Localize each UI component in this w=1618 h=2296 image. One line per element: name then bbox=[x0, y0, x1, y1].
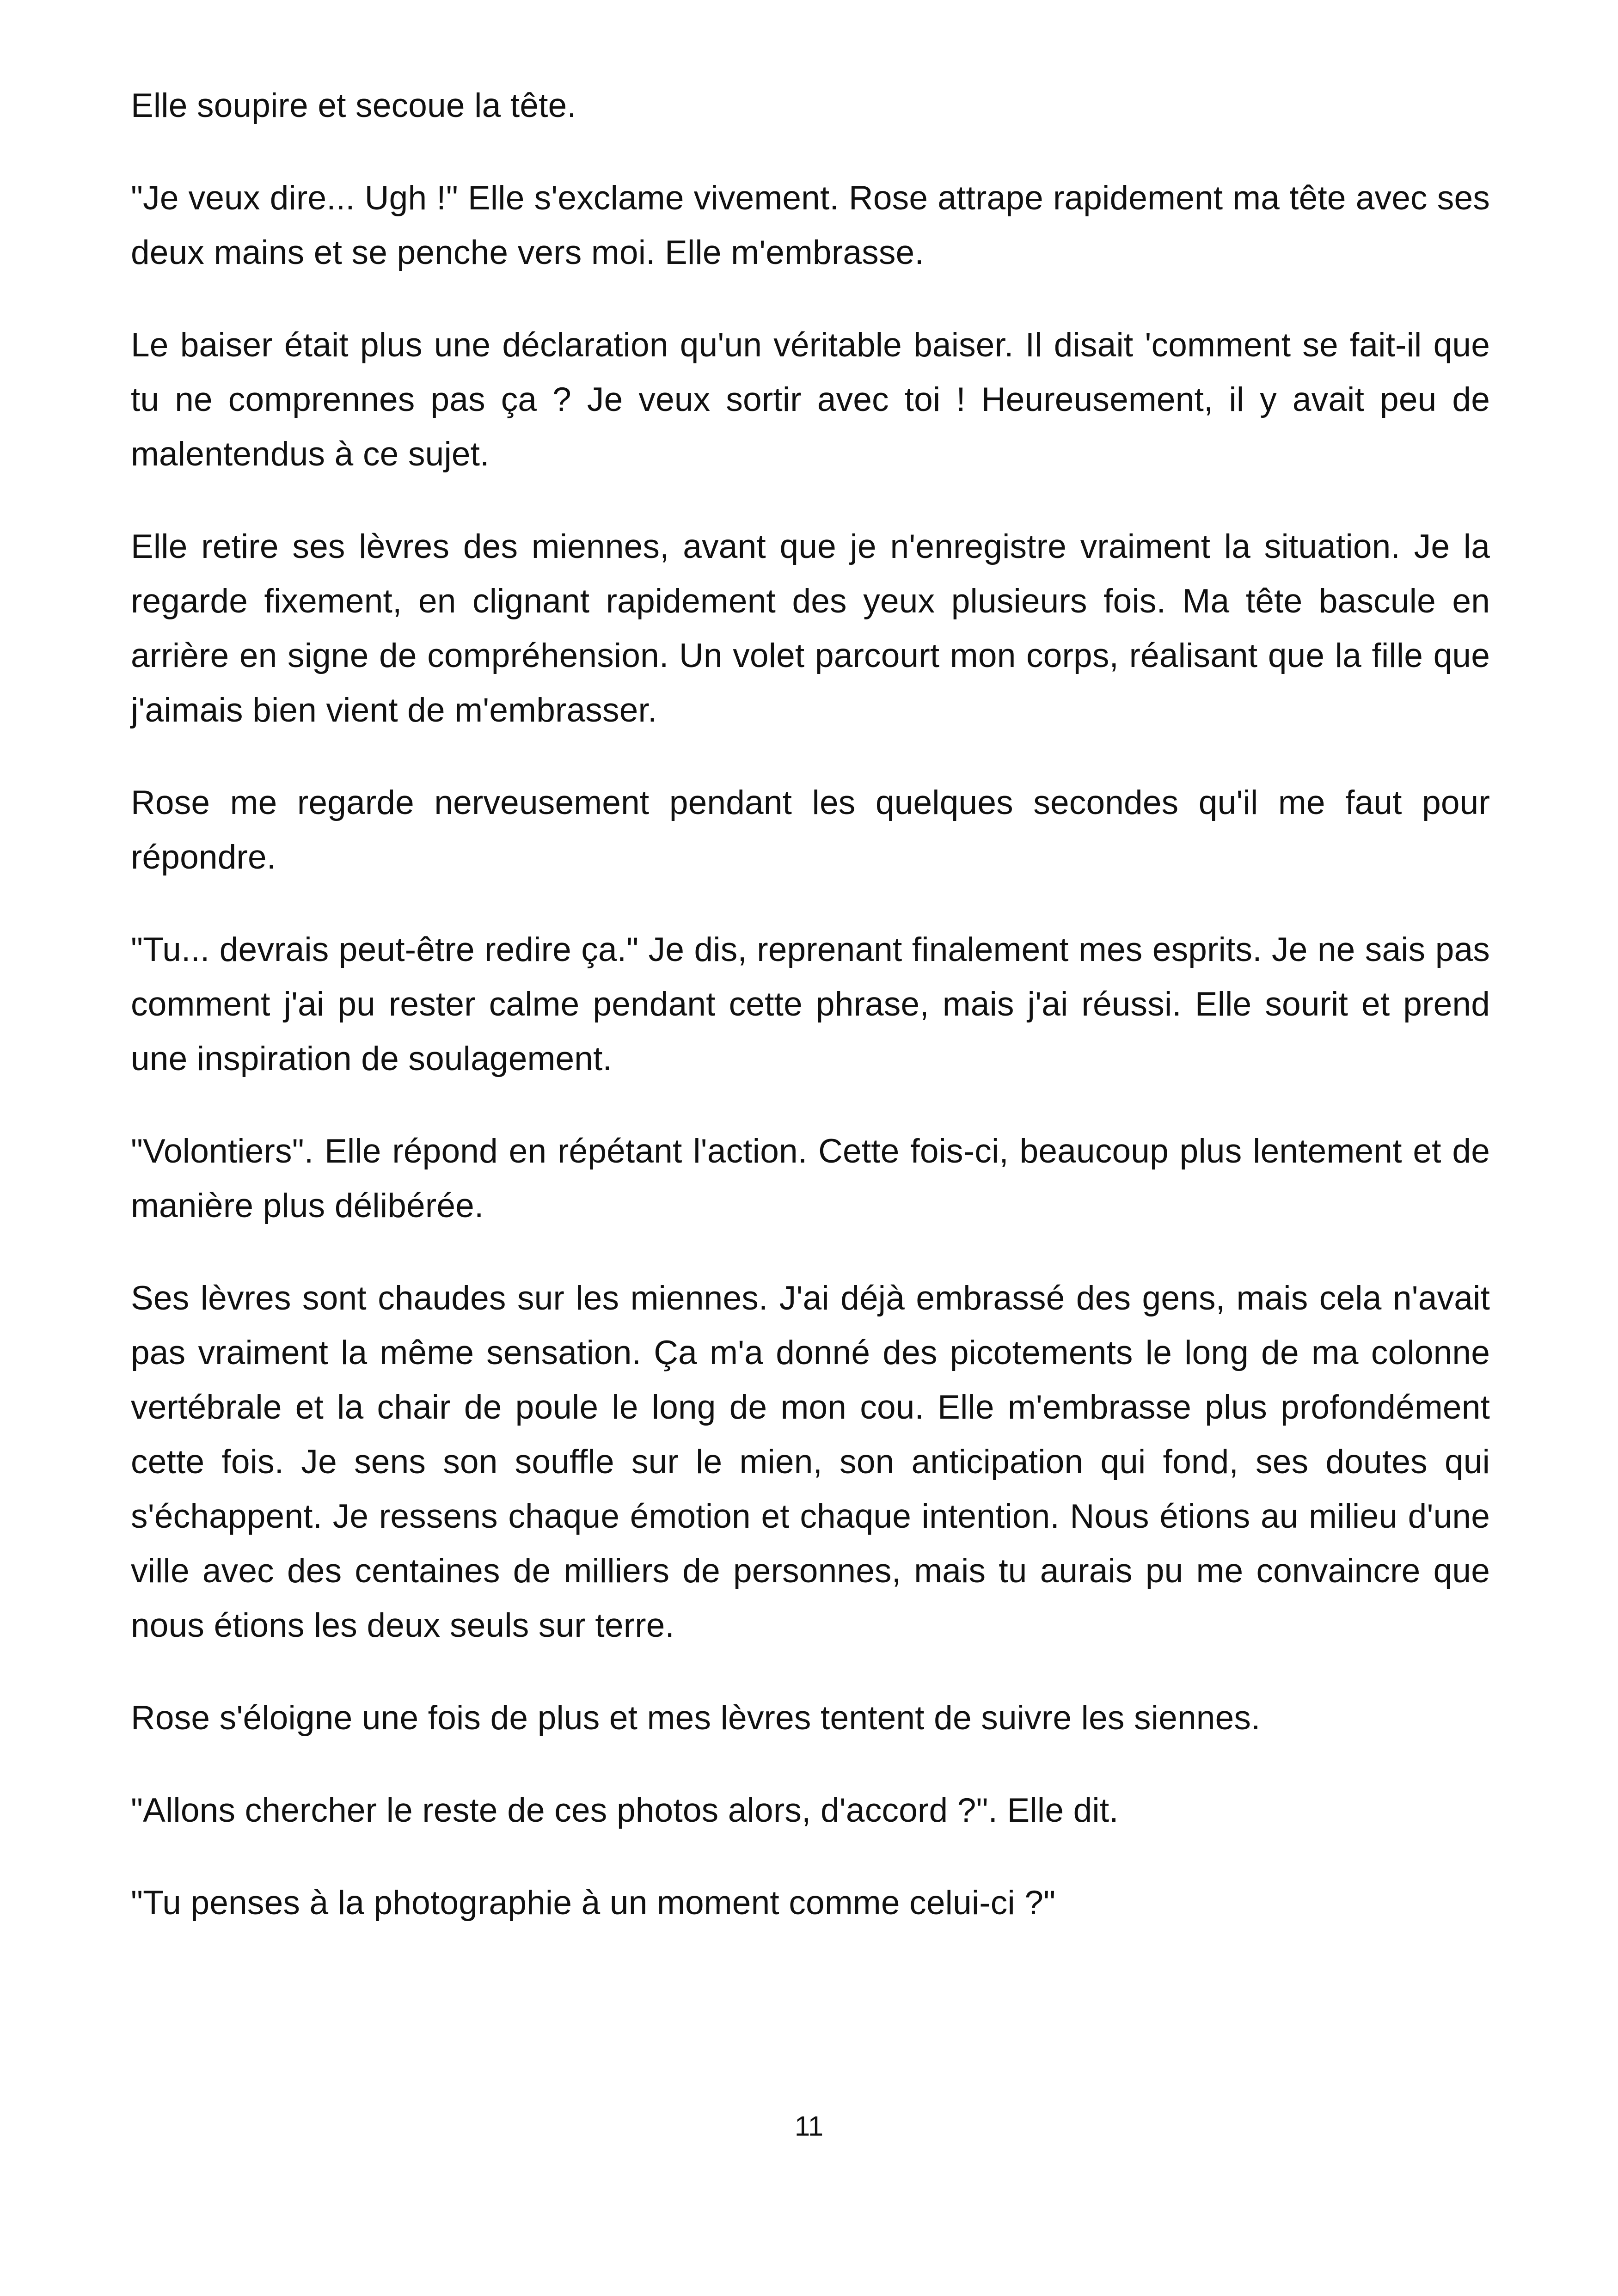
paragraph: "Tu penses à la photographie à un moment comme celui-ci ?" bbox=[131, 1884, 1056, 1922]
paragraph: Ses lèvres sont chaudes sur les miennes. J'ai déjà embrassé des gens, mais cela n'avait pas vraiment la même sensation. Ça m'a donné des picotements le long de ma colonne vertébrale et la chair de poule le long de mon cou. Elle m'embrasse plus profondément cette fois. Je sens son souffle sur le mien, son anticipation qui fond, ses doutes qui s'échappent. Je ressens chaque émotion et chaque intention. Nous étions au milieu d'une ville avec des centaines de milliers de personnes, mais tu aurais pu me convaincre que nous étions les deux seuls sur terre. bbox=[131, 1280, 1490, 1644]
paragraph: Elle soupire et secoue la tête. bbox=[131, 87, 576, 124]
paragraph: "Je veux dire... Ugh !" Elle s'exclame vivement. Rose attrape rapidement ma tête avec ses deux mains et se penche vers moi. Elle m'embrasse. bbox=[131, 179, 1490, 271]
page-number: 11 bbox=[794, 2111, 824, 2142]
paragraph: "Allons chercher le reste de ces photos alors, d'accord ?". Elle dit. bbox=[131, 1792, 1119, 1829]
paragraph: "Tu... devrais peut-être redire ça." Je dis, reprenant finalement mes esprits. Je ne sais pas comment j'ai pu rester calme pendant cette phrase, mais j'ai réussi. Elle sourit et prend une inspiration de soulagement. bbox=[131, 931, 1490, 1078]
paragraph: Rose s'éloigne une fois de plus et mes lèvres tentent de suivre les siennes. bbox=[131, 1699, 1261, 1737]
paragraph: Elle retire ses lèvres des miennes, avant que je n'enregistre vraiment la situation. Je la regarde fixement, en clignant rapidement des yeux plusieurs fois. Ma tête bascule en arrière en signe de compréhension. Un volet parcourt mon corps, réalisant que la fille que j'aimais bien vient de m'embrasser. bbox=[131, 528, 1490, 729]
paragraph: Rose me regarde nerveusement pendant les quelques secondes qu'il me faut pour répondre. bbox=[131, 784, 1490, 876]
body-text bbox=[131, 79, 1490, 1930]
paragraph: Le baiser était plus une déclaration qu'un véritable baiser. Il disait 'comment se fait-il que tu ne comprennes pas ça ? Je veux sortir avec toi ! Heureusement, il y avait peu de malentendus à ce sujet. bbox=[131, 326, 1490, 473]
paragraph: "Volontiers". Elle répond en répétant l'action. Cette fois-ci, beaucoup plus lentement et de manière plus délibérée. bbox=[131, 1133, 1490, 1225]
